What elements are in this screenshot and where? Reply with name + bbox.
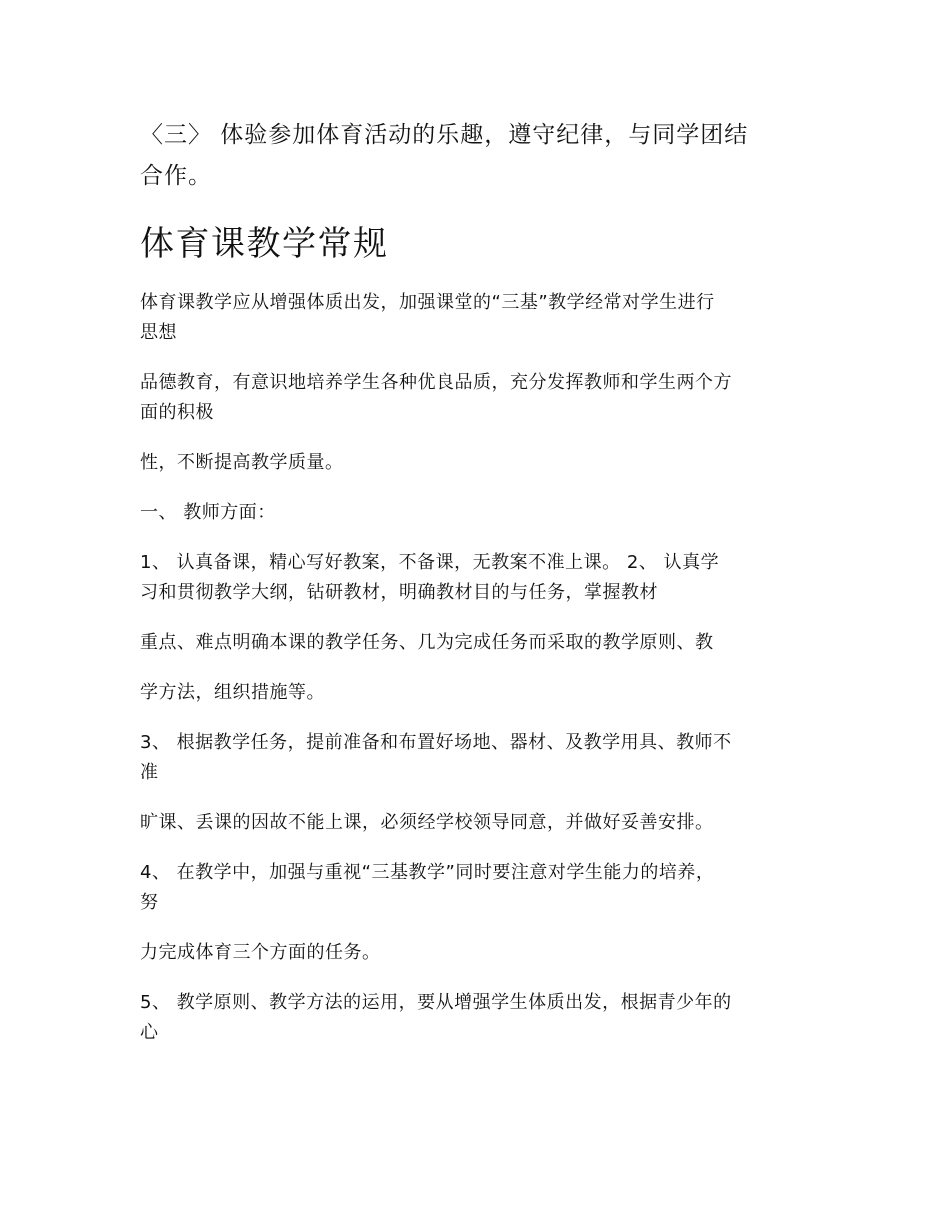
body-line: 3、 根据教学任务，提前准备和布置好场地、器材、及教学用具、教师不	[140, 732, 732, 753]
subsection-heading: 一、 教师方面：	[140, 502, 276, 523]
body-line: 努	[140, 892, 159, 913]
body-line: 面的积极	[140, 402, 214, 423]
intro-line-1: 〈三〉 体验参加体育活动的乐趣，遵守纪律，与同学团结	[140, 122, 749, 148]
intro-line-2: 合作。	[140, 163, 212, 189]
body-line: 4、 在教学中，加强与重视“三基教学”同时要注意对学生能力的培养，	[140, 862, 715, 883]
body-line: 5、 教学原则、教学方法的运用，要从增强学生体质出发，根据青少年的	[140, 992, 732, 1013]
body-line: 品德教育，有意识地培养学生各种优良品质，充分发挥教师和学生两个方	[140, 372, 732, 393]
body-line: 习和贯彻教学大纲，钻研教材，明确教材目的与任务，掌握教材	[140, 582, 658, 603]
body-line: 旷课、丢课的因故不能上课，必须经学校领导同意，并做好妥善安排。	[140, 812, 714, 833]
body-line: 1、 认真备课，精心写好教案，不备课，无教案不准上课。 2、 认真学	[140, 552, 720, 573]
body-line: 性，不断提高教学质量。	[140, 452, 344, 473]
section-heading: 体育课教学常规	[140, 224, 389, 264]
body-line: 学方法，组织措施等。	[140, 682, 325, 703]
body-line: 力完成体育三个方面的任务。	[140, 942, 381, 963]
body-line: 心	[140, 1022, 159, 1043]
body-line: 准	[140, 762, 159, 783]
body-line: 重点、难点明确本课的教学任务、几为完成任务而采取的教学原则、教	[140, 632, 714, 653]
body-line: 体育课教学应从增强体质出发，加强课堂的“三基”教学经常对学生进行	[140, 292, 715, 313]
body-line: 思想	[140, 322, 177, 343]
